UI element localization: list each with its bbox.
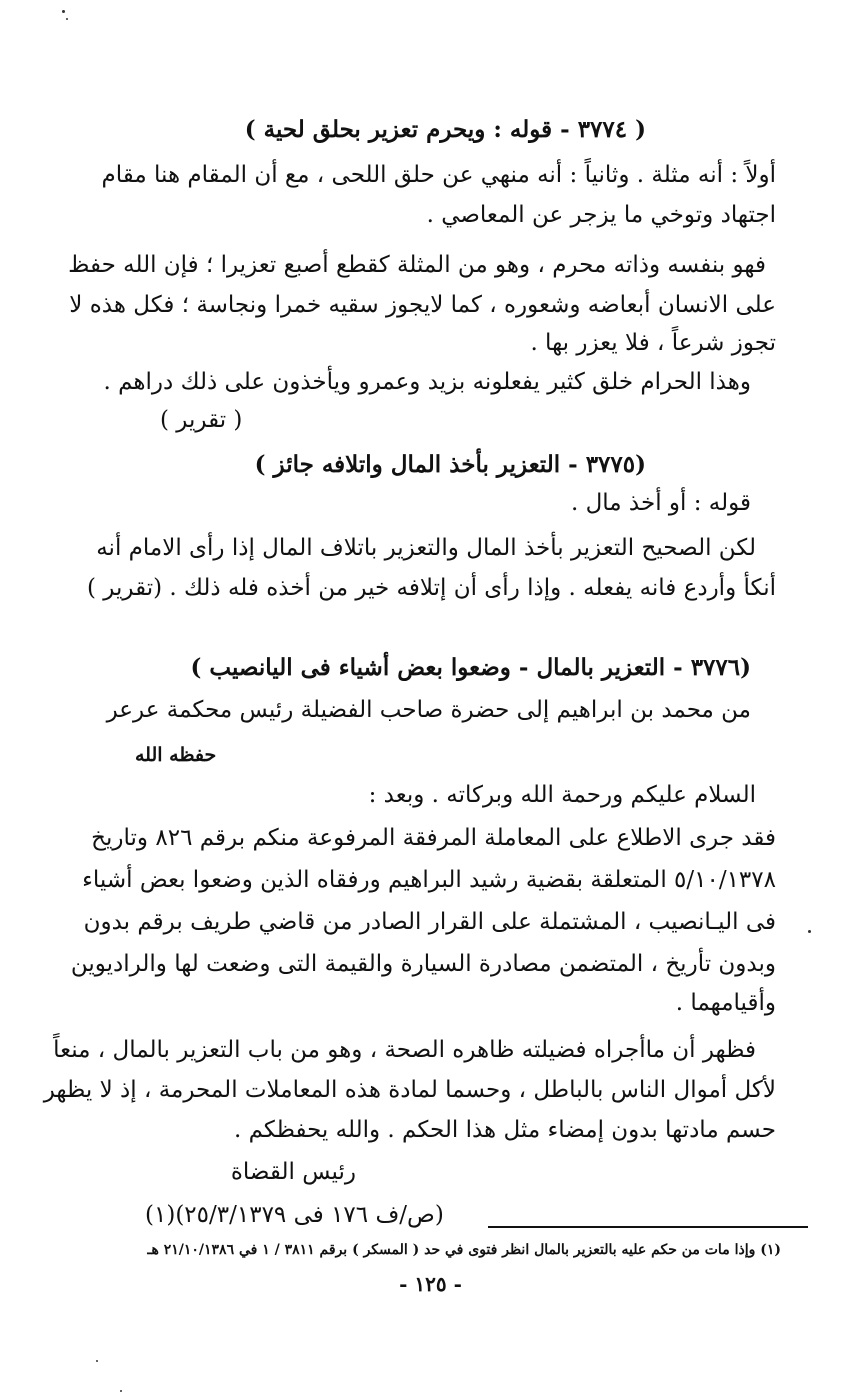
text-line: وهذا الحرام خلق كثير يفعلونه بزيد وعمرو ويأخذون على ذلك دراهم . bbox=[103, 369, 751, 395]
scan-speck bbox=[66, 18, 68, 20]
section-heading-3775: (٣٧٧٥ - التعزير بأخذ المال واتلافه جائز ) bbox=[254, 451, 646, 478]
text-line: أنكأ وأردع فانه يفعله . وإذا رأى أن إتلافه خير من أخذه فله ذلك . (تقرير ) bbox=[87, 575, 776, 601]
text-line: تجوز شرعاً ، فلا يعزر بها . bbox=[530, 330, 776, 356]
reference-citation: (ص/ف ١٧٦ فى ٢٥/٣/١٣٧٩)(١) bbox=[145, 1202, 444, 1228]
text-line: قوله : أو أخذ مال . bbox=[570, 490, 751, 516]
citation-taqrir: ( تقرير ) bbox=[160, 407, 243, 433]
text-line: وأقيامهما . bbox=[675, 990, 776, 1016]
text-line: وبدون تأريخ ، المتضمن مصادرة السيارة والقيمة التى وضعت لها والراديوين bbox=[70, 951, 776, 977]
text-line: أولاً : أنه مثلة . وثانياً : أنه منهي عن حلق اللحى ، مع أن المقام هنا مقام bbox=[101, 162, 776, 188]
text-line: اجتهاد وتوخي ما يزجر عن المعاصي . bbox=[426, 202, 776, 228]
letter-blessing: حفظه الله bbox=[135, 744, 217, 766]
scan-speck bbox=[120, 1390, 122, 1392]
text-line: ٥/١٠/١٣٧٨ المتعلقة بقضية رشيد البراهيم ورفقاه الذين وضعوا بعض أشياء bbox=[82, 867, 776, 893]
text-line: فظهر أن ماأجراه فضيلته ظاهره الصحة ، وهو من باب التعزير بالمال ، منعاً bbox=[53, 1037, 756, 1063]
page-number: - ١٢٥ - bbox=[399, 1272, 462, 1296]
section-heading-3774: ( ٣٧٧٤ - قوله : ويحرم تعزير بحلق لحية ) bbox=[244, 116, 646, 143]
scan-speck bbox=[62, 10, 65, 13]
text-line: على الانسان أبعاضه وشعوره ، كما لايجوز سقيه خمرا ونجاسة ؛ فكل هذه لا bbox=[69, 292, 776, 318]
text-line: فهو بنفسه وذاته محرم ، وهو من المثلة كقطع أصبع تعزيرا ؛ فإن الله حفظ bbox=[68, 252, 766, 278]
letter-greeting: السلام عليكم ورحمة الله وبركاته . وبعد : bbox=[368, 782, 756, 808]
scan-speck bbox=[96, 1360, 98, 1362]
text-line: لأكل أموال الناس بالباطل ، وحسما لمادة هذه المعاملات المحرمة ، إذ لا يظهر bbox=[43, 1077, 776, 1103]
text-line: حسم مادتها بدون إمضاء مثل هذا الحكم . والله يحفظكم . bbox=[233, 1117, 776, 1143]
footnote-divider bbox=[488, 1226, 808, 1228]
letter-sender-line: من محمد بن ابراهيم إلى حضرة صاحب الفضيلة رئيس محكمة عرعر bbox=[106, 697, 751, 723]
text-line: فقد جرى الاطلاع على المعاملة المرفقة المرفوعة منكم برقم ٨٢٦ وتاريخ bbox=[91, 825, 776, 851]
text-line: فى اليـانصيب ، المشتملة على القرار الصادر من قاضي طريف برقم بدون bbox=[83, 909, 776, 935]
scan-speck bbox=[808, 930, 811, 933]
text-line: لكن الصحيح التعزير بأخذ المال والتعزير باتلاف المال إذا رأى الامام أنه bbox=[96, 535, 756, 561]
footnote: (١) وإذا مات من حكم عليه بالتعزير بالمال انظر فتوى في حد ( المسكر ) برقم ٣٨١١ / ١ في ٢١/١٠/١٣٨٦ هـ bbox=[147, 1242, 781, 1258]
section-heading-3776: (٣٧٧٦ - التعزير بالمال - وضعوا بعض أشياء فى اليانصيب ) bbox=[190, 654, 751, 681]
signature-title: رئيس القضاة bbox=[230, 1159, 356, 1185]
